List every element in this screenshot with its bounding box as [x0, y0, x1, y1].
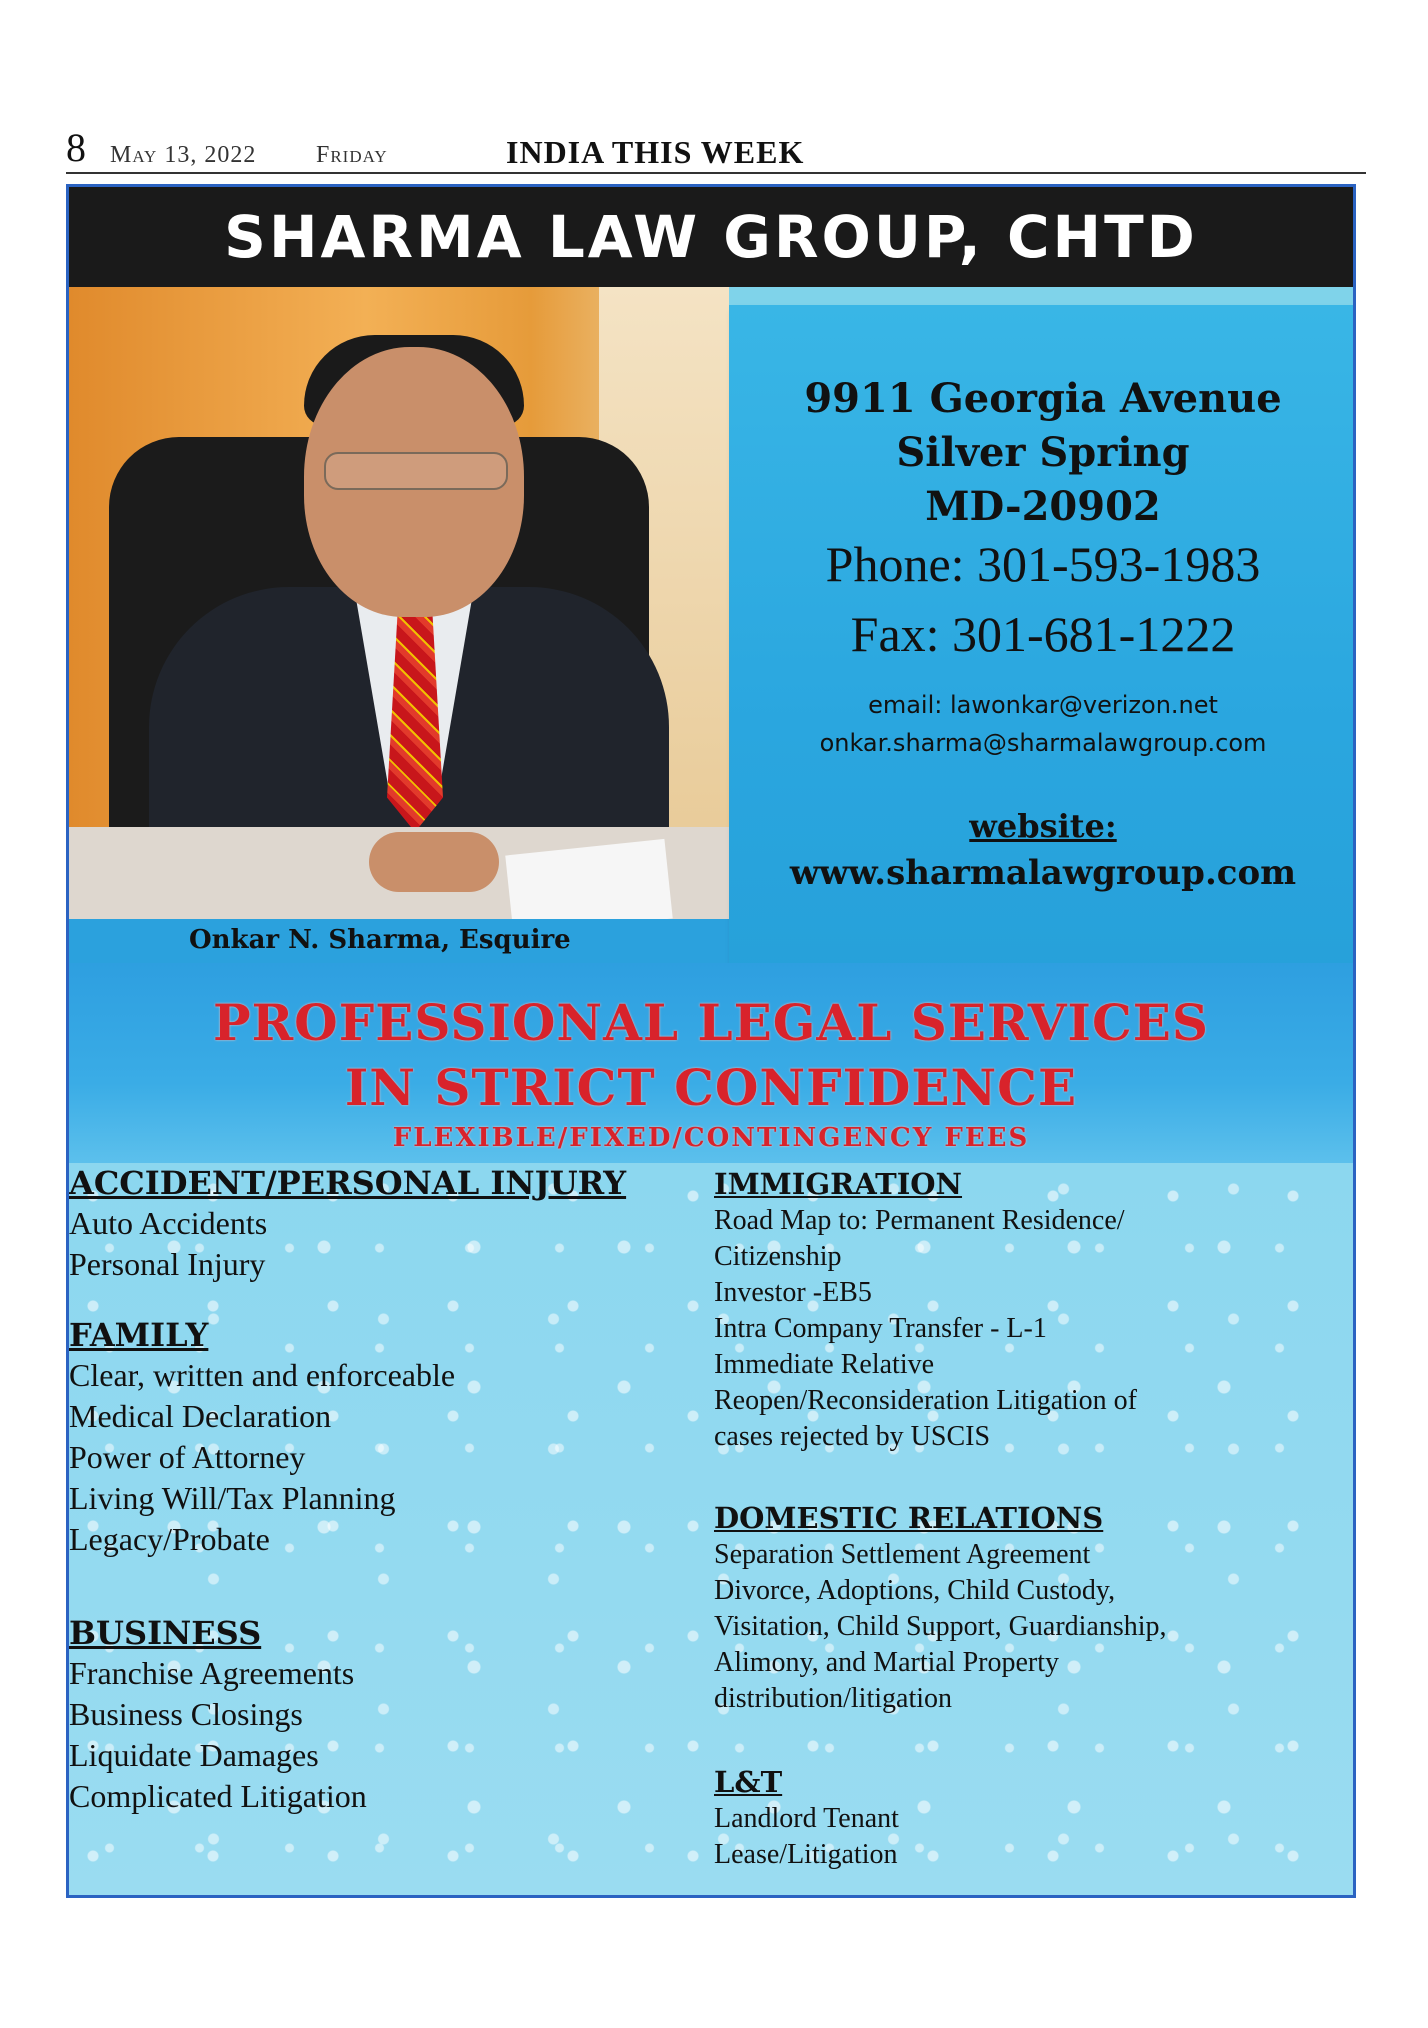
list-item: Auto Accidents: [69, 1205, 268, 1241]
list-item: Lease/Litigation: [714, 1839, 898, 1870]
section-heading: BUSINESS: [69, 1614, 262, 1652]
issue-day: Friday: [316, 142, 388, 168]
address-line-2: Silver Spring: [896, 429, 1190, 476]
issue-date: May 13, 2022: [110, 142, 257, 168]
phone-number: Phone: 301-593-1983: [825, 536, 1261, 592]
section-landlord-tenant: [714, 1763, 899, 1873]
list-item: Landlord Tenant: [714, 1803, 899, 1834]
section-heading: ACCIDENT/PERSONAL INJURY: [69, 1164, 627, 1202]
list-item: Complicated Litigation: [69, 1778, 367, 1814]
website-label: website:: [969, 807, 1117, 845]
section-heading: DOMESTIC RELATIONS: [714, 1501, 1104, 1535]
address-line-3: MD-20902: [925, 483, 1161, 530]
list-item: Immediate Relative: [714, 1349, 935, 1380]
services-line-3: FLEXIBLE/FIXED/CONTINGENCY FEES: [392, 1123, 1030, 1153]
section-heading: L&T: [714, 1765, 783, 1799]
list-item: Divorce, Adoptions, Child Custody,: [714, 1575, 1116, 1606]
email-primary: email: lawonkar@verizon.net: [868, 691, 1218, 719]
practice-areas: [69, 1163, 1353, 1898]
section-accident: [69, 1163, 626, 1285]
section-immigration: [714, 1165, 1137, 1455]
photo-caption-bar: [69, 919, 729, 963]
newspaper-name: INDIA THIS WEEK: [506, 134, 805, 170]
list-item: distribution/litigation: [714, 1683, 952, 1714]
section-business: [69, 1613, 367, 1817]
list-item: Investor -EB5: [714, 1277, 872, 1308]
list-item: Power of Attorney: [69, 1439, 306, 1475]
list-item: cases rejected by USCIS: [714, 1421, 991, 1452]
section-domestic-relations: [714, 1499, 1167, 1717]
law-group-advertisement: [66, 184, 1356, 1898]
ad-title: SHARMA LAW GROUP, CHTD: [224, 203, 1198, 271]
section-family: [69, 1315, 455, 1560]
list-item: Liquidate Damages: [69, 1737, 319, 1773]
list-item: Visitation, Child Support, Guardianship,: [714, 1611, 1167, 1642]
list-item: Living Will/Tax Planning: [69, 1480, 396, 1516]
section-heading: FAMILY: [69, 1316, 209, 1354]
list-item: Intra Company Transfer - L-1: [714, 1313, 1047, 1344]
attorney-photo: [69, 287, 729, 919]
list-item: Franchise Agreements: [69, 1655, 355, 1691]
list-item: Alimony, and Martial Property: [714, 1647, 1060, 1678]
list-item: Legacy/Probate: [69, 1521, 270, 1557]
page-header: [66, 125, 1366, 174]
list-item: Citizenship: [714, 1241, 842, 1272]
services-line-1: PROFESSIONAL LEGAL SERVICES: [213, 993, 1209, 1052]
list-item: Separation Settlement Agreement: [714, 1539, 1091, 1570]
list-item: Road Map to: Permanent Residence/: [714, 1205, 1125, 1236]
photo-caption: Onkar N. Sharma, Esquire: [189, 925, 571, 955]
services-band: [69, 963, 1353, 1163]
ad-title-bar: [69, 187, 1353, 287]
website-url: www.sharmalawgroup.com: [789, 853, 1297, 893]
services-line-2: IN STRICT CONFIDENCE: [344, 1058, 1078, 1117]
email-secondary: onkar.sharma@sharmalawgroup.com: [819, 729, 1267, 757]
list-item: Clear, written and enforceable: [69, 1357, 456, 1393]
list-item: Personal Injury: [69, 1246, 266, 1282]
page-number: 8: [66, 125, 86, 170]
list-item: Business Closings: [69, 1696, 303, 1732]
list-item: Medical Declaration: [69, 1398, 332, 1434]
fax-number: Fax: 301-681-1222: [850, 606, 1236, 662]
section-heading: IMMIGRATION: [714, 1167, 963, 1201]
address-line-1: 9911 Georgia Avenue: [804, 375, 1282, 422]
list-item: Reopen/Reconsideration Litigation of: [714, 1385, 1138, 1416]
contact-panel: [729, 305, 1356, 1007]
